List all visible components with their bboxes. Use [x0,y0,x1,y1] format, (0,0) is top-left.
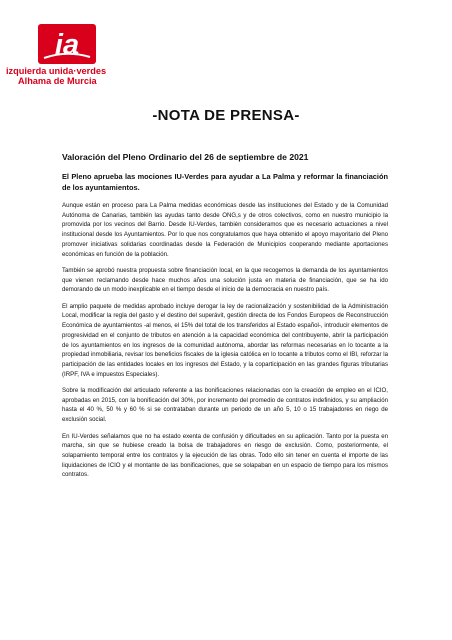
logo-text-town: Alhama de Murcia [18,76,97,86]
press-release-title: -NOTA DE PRENSA- [152,107,300,124]
document-body [62,152,388,487]
paragraph-1: Aunque están en proceso para La Palma medidas económicas desde las instituciones del Estado y de la Comunidad Autónoma de Canarias, también las ayudas tanto desde ONG,s y de otros colectivos, como en nuestro municipio la promovida por los vecinos del Barrio. Desde IU-Verdes, también consideramos que es necesario actuaciones a nivel institucional desde los Ayuntamientos. Por lo que nos congratulamos que haya obtenido el apoyo mayoritario del Pleno promover iniciativas solidarias coordinadas desde la Federación de Municipios cooperando mediante aportaciones económicas en función de la población. [62,202,388,258]
logo-text-party: izquierda unida·verdes [6,66,107,76]
paragraph-5: En IU-Verdes señalamos que no ha estado exenta de confusión y dificultades en su aplicación. Tanto por la puesta en marcha, sin que se hubiese creado la bolsa de trabajadores en riesgo de exclusión. Como, posteriormente, el solapamiento temporal entre los contratos y la ejecución de las obras. Todo ello sin tener en cuenta el importe de las liquidaciones de ICIO y el montante de las bonificaciones, que se solapaban en un espacio de tiempo para los mismos contratos. [62,432,388,479]
document-heading: Valoración del Pleno Ordinario del 26 de septiembre de 2021 [62,152,309,162]
paragraph-3: El amplio paquete de medidas aprobado incluye derogar la ley de racionalización y sostenibilidad de la Administración Local, modificar la regla del gasto y el destino del superávit, gestión directa de los Fondos Europeos de Reconstrucción Económica de ayuntamientos -al menos, el 15% del total de los transferidos al Estado español-, introducir elementos de progresividad en el conjunto de tributos en atención a la capacidad económica del contribuyente, abrir la participación de los ayuntamientos en los ingresos de la comunidad autónoma, abordar las reformas necesarias en lo tocante a la propiedad inmobiliaria, revisar los beneficios fiscales de la iglesia católica en lo tocante a tributos como el IBI, reforzar la participación de las entidades locales en los ingresos del Estado, y la coparticipación en las grandes figuras tributarias (IRPF, IVA e impuestos Especiales). [62,302,388,378]
iu-logo-icon [38,24,96,64]
document-subheading: El Pleno aprueba las mociones IU-Verdes para ayudar a La Palma y reformar la financiación de los ayuntamientos. [62,172,388,192]
party-logo [6,24,124,86]
paragraph-4: Sobre la modificación del articulado referente a las bonificaciones relacionadas con la creación de empleo en el ICIO, aprobadas en 2015, con la bonificación del 30%, por incremento del promedio de contratos indefinidos, y su ampliación hasta el 40 %, 50 % y 60 % si se contrataban durante un periodo de un año 5, 10 o 15 trabajadores en riego de exclusión social. [62,387,388,424]
paragraph-2: También se aprobó nuestra propuesta sobre financiación local, en la que recogemos la demanda de los ayuntamientos que vienen reclamando desde hace muchos años una solución justa en materia de financiación, que se ha ido demorando de un modo inexplicable en el tiempo desde el inicio de la democracia en nuestro país. [62,266,388,294]
svg-text:ia: ia [54,29,80,61]
